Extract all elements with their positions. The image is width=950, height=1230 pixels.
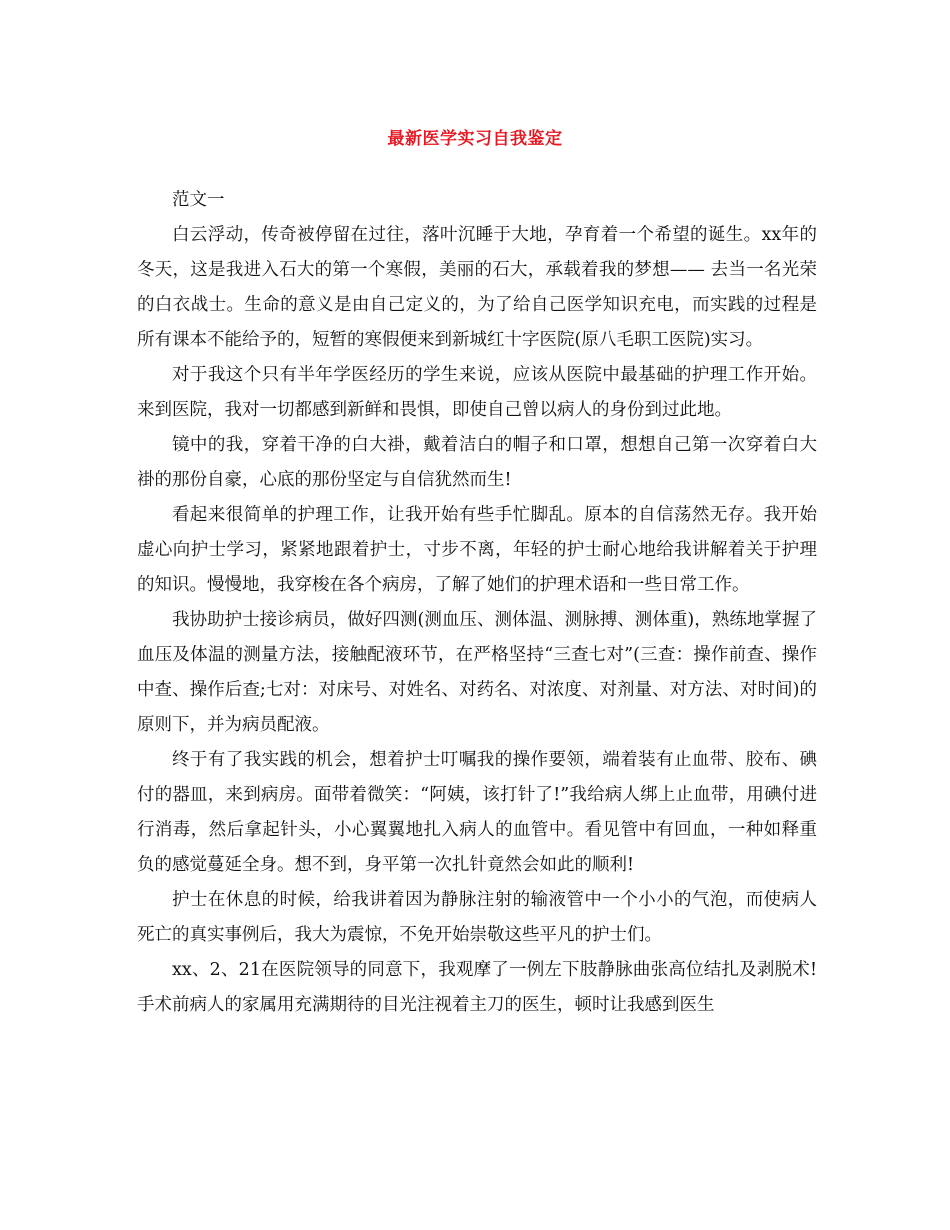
paragraph: 对于我这个只有半年学医经历的学生来说，应该从医院中最基础的护理工作开始。来到医院，我对一切都感到新鲜和畏惧，即使自己曾以病人的身份到过此地。 [137,365,817,420]
document-body [137,183,817,1023]
paragraph: xx、2、21在医院领导的同意下，我观摩了一例左下肢静脉曲张高位结扎及剥脱术!手术前病人的家属用充满期待的目光注视着主刀的医生，顿时让我感到医生 [137,960,817,1015]
paragraph: 我协助护士接诊病员，做好四测(测血压、测体温、测脉搏、测体重)，熟练地掌握了血压及体温的测量方法，接触配液环节，在严格坚持“三查七对”(三查：操作前查、操作中查、操作后查;七对：对床号、对姓名、对药名、对浓度、对剂量、对方法、对时间)的原则下，并为病员配液。 [137,610,817,735]
document-title: 最新医学实习自我鉴定 [387,129,563,149]
paragraph: 终于有了我实践的机会，想着护士叮嘱我的操作要领，端着装有止血带、胶布、碘付的器皿，来到病房。面带着微笑：“阿姨，该打针了!”我给病人绑上止血带，用碘付进行消毒，然后拿起针头，小心翼翼地扎入病人的血管中。看见管中有回血，一种如释重负的感觉蔓延全身。想不到，身平第一次扎针竟然会如此的顺利! [137,750,817,875]
paragraph: 护士在休息的时候，给我讲着因为静脉注射的输液管中一个小小的气泡，而使病人死亡的真实事例后，我大为震惊，不免开始崇敬这些平凡的护士们。 [137,890,817,945]
paragraph: 看起来很简单的护理工作，让我开始有些手忙脚乱。原本的自信荡然无存。我开始虚心向护士学习，紧紧地跟着护士，寸步不离，年轻的护士耐心地给我讲解着关于护理的知识。慢慢地，我穿梭在各个病房，了解了她们的护理术语和一些日常工作。 [137,505,817,595]
paragraph: 白云浮动，传奇被停留在过往，落叶沉睡于大地，孕育着一个希望的诞生。xx年的冬天，这是我进入石大的第一个寒假，美丽的石大，承载着我的梦想—— 去当一名光荣的白衣战士。生命的意义是由自己定义的，为了给自己医学知识充电，而实践的过程是所有课本不能给予的，短暂的寒假便来到新城红十字医院(原八毛职工医院)实习。 [137,225,817,350]
paragraph: 镜中的我，穿着干净的白大褂，戴着洁白的帽子和口罩，想想自己第一次穿着白大褂的那份自豪，心底的那份坚定与自信犹然而生! [137,435,817,490]
paragraph-heading: 范文一 [172,190,225,210]
